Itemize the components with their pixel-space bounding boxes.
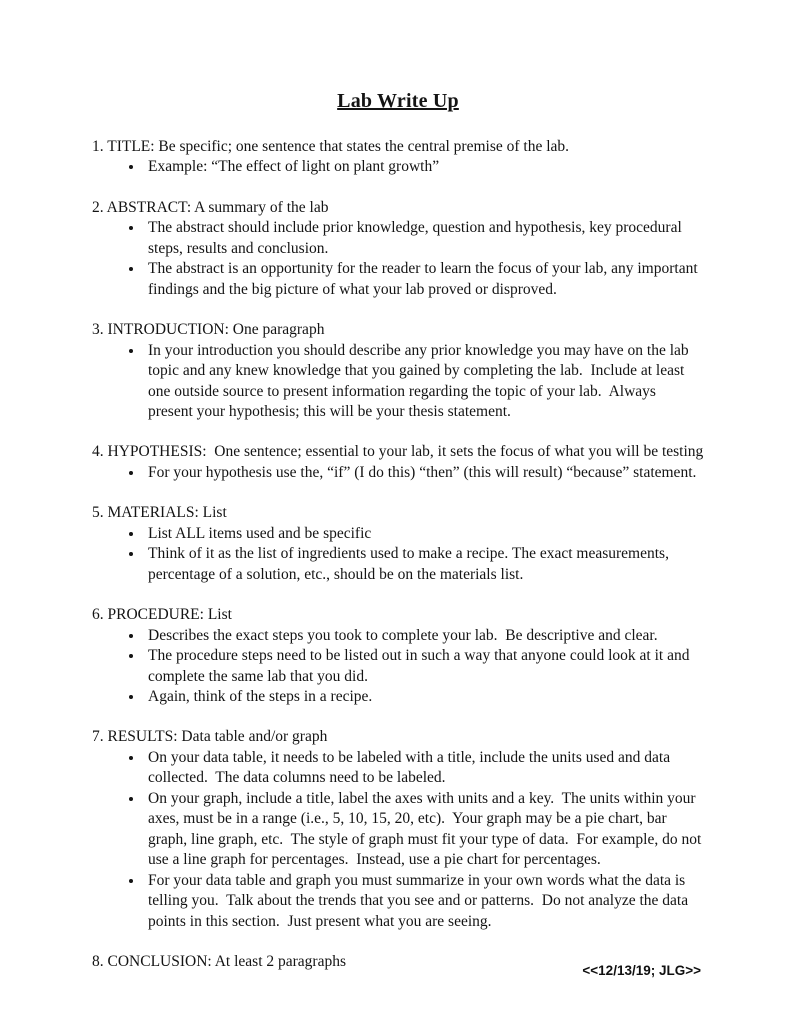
document-content — [92, 90, 704, 992]
bullet-item: • For your data table and graph you must summarize in your own words what the data is telling you. Talk about the trends that you see and or patterns. Do not analyze the data points in this section. Just present what you are seeing. — [144, 871, 704, 932]
bullet-list — [92, 463, 704, 483]
document-section — [92, 503, 704, 585]
page-title: Lab Write Up — [337, 90, 459, 112]
bullet-item: • On your graph, include a title, label the axes with units and a key. The units within your axes, must be in a range (i.e., 5, 10, 15, 20, etc). Your graph may be a pie chart, bar graph, line graph, etc. The style of graph must fit your type of data. For example, do not use a line graph for percentages. Instead, use a pie chart for percentages. — [144, 789, 704, 871]
bullet-item: • Describes the exact steps you took to complete your lab. Be descriptive and clear. — [144, 626, 704, 646]
section-heading: 1. TITLE: Be specific; one sentence that states the central premise of the lab. — [92, 138, 570, 155]
section-heading: 8. CONCLUSION: At least 2 paragraphs — [92, 952, 346, 970]
section-heading: 5. MATERIALS: List — [92, 504, 227, 522]
section-heading: 6. PROCEDURE: List — [92, 606, 232, 624]
section-heading: 3. INTRODUCTION: One paragraph — [92, 321, 325, 339]
bullet-item: • List ALL items used and be specific — [144, 524, 704, 544]
document-section — [92, 442, 704, 483]
bullet-item: • The abstract should include prior knowledge, question and hypothesis, key procedural steps, results and conclusion. — [144, 218, 704, 259]
document-section — [92, 605, 704, 707]
footer-stamp: <<12/13/19; JLG>> — [582, 963, 701, 978]
document-section — [92, 137, 704, 178]
document-section — [92, 198, 704, 300]
section-heading: 4. HYPOTHESIS: One sentence; essential to your lab, it sets the focus of what you will be testing — [92, 443, 704, 461]
bullet-list — [92, 626, 704, 708]
bullet-item: • Think of it as the list of ingredients used to make a recipe. The exact measurements, percentage of a solution, etc., should be on the materials list. — [144, 544, 704, 585]
document-section — [92, 320, 704, 422]
bullet-list — [92, 157, 704, 177]
document-section — [92, 727, 704, 932]
bullet-item: • The abstract is an opportunity for the reader to learn the focus of your lab, any important findings and the big picture of what your lab proved or disproved. — [144, 259, 704, 300]
bullet-list — [92, 524, 704, 585]
bullet-list — [92, 748, 704, 932]
section-heading: 7. RESULTS: Data table and/or graph — [92, 728, 328, 746]
bullet-list — [92, 341, 704, 423]
bullet-item: • In your introduction you should describe any prior knowledge you may have on the lab topic and any knew knowledge that you gained by completing the lab. Include at least one outside source to present information regarding the topic of your lab. Always present your hypothesis; this will be your thesis statement. — [144, 341, 704, 423]
bullet-item: • On your data table, it needs to be labeled with a title, include the units used and data collected. The data columns need to be labeled. — [144, 748, 704, 789]
bullet-item: • The procedure steps need to be listed out in such a way that anyone could look at it and complete the same lab that you did. — [144, 646, 704, 687]
bullet-item: • Example: “The effect of light on plant growth” — [144, 157, 704, 177]
bullet-item: • Again, think of the steps in a recipe. — [144, 687, 704, 707]
bullet-item: • For your hypothesis use the, “if” (I do this) “then” (this will result) “because” statement. — [144, 463, 704, 483]
bullet-list — [92, 218, 704, 300]
sections-container — [92, 137, 704, 972]
section-heading: 2. ABSTRACT: A summary of the lab — [92, 198, 329, 216]
